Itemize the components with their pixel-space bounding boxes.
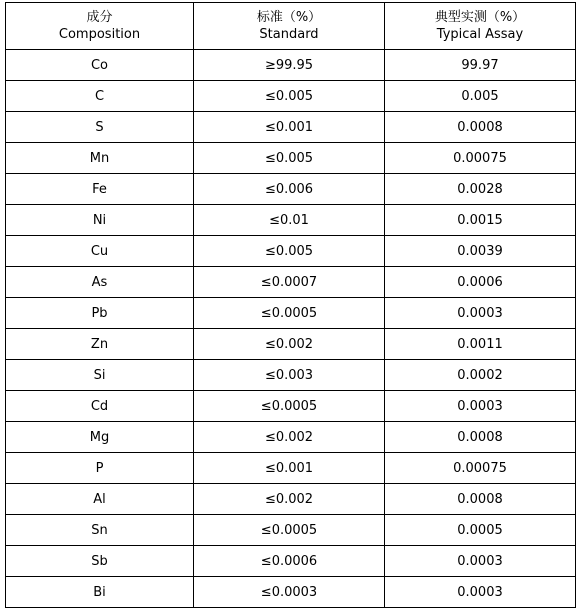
typical-assay-cell: 0.0028 bbox=[385, 174, 576, 205]
standard-cell: ≤0.005 bbox=[194, 143, 385, 174]
element-cell: P bbox=[6, 453, 194, 484]
header-typical-assay-cn: 典型实测（%） bbox=[434, 10, 526, 25]
standard-cell: ≤0.003 bbox=[194, 360, 385, 391]
table-row bbox=[6, 546, 576, 577]
element-cell: Al bbox=[6, 484, 194, 515]
element-cell: Mg bbox=[6, 422, 194, 453]
typical-assay-cell: 0.0039 bbox=[385, 236, 576, 267]
typical-assay-cell: 0.0011 bbox=[385, 329, 576, 360]
table-row bbox=[6, 143, 576, 174]
table-row bbox=[6, 484, 576, 515]
element-cell: As bbox=[6, 267, 194, 298]
table-row bbox=[6, 205, 576, 236]
typical-assay-cell: 0.0003 bbox=[385, 546, 576, 577]
standard-cell: ≤0.0005 bbox=[194, 515, 385, 546]
typical-assay-cell: 0.0015 bbox=[385, 205, 576, 236]
header-standard-en: Standard bbox=[259, 27, 319, 42]
header-composition bbox=[6, 3, 194, 50]
standard-cell: ≤0.0003 bbox=[194, 577, 385, 608]
element-cell: Fe bbox=[6, 174, 194, 205]
element-cell: Ni bbox=[6, 205, 194, 236]
typical-assay-cell: 99.97 bbox=[385, 50, 576, 81]
header-row bbox=[6, 3, 576, 50]
typical-assay-cell: 0.0008 bbox=[385, 422, 576, 453]
typical-assay-cell: 0.0008 bbox=[385, 484, 576, 515]
element-cell: Mn bbox=[6, 143, 194, 174]
typical-assay-cell: 0.0003 bbox=[385, 298, 576, 329]
element-cell: Si bbox=[6, 360, 194, 391]
table-row bbox=[6, 329, 576, 360]
element-cell: Cd bbox=[6, 391, 194, 422]
table-row bbox=[6, 422, 576, 453]
header-composition-cn: 成分 bbox=[86, 10, 113, 25]
standard-cell: ≤0.001 bbox=[194, 112, 385, 143]
table-row bbox=[6, 360, 576, 391]
header-standard bbox=[194, 3, 385, 50]
table-header bbox=[6, 3, 576, 50]
standard-cell: ≥99.95 bbox=[194, 50, 385, 81]
element-cell: Co bbox=[6, 50, 194, 81]
table-row bbox=[6, 391, 576, 422]
typical-assay-cell: 0.00075 bbox=[385, 453, 576, 484]
composition-table bbox=[5, 2, 576, 608]
element-cell: Cu bbox=[6, 236, 194, 267]
table-row bbox=[6, 577, 576, 608]
table-body bbox=[6, 50, 576, 608]
standard-cell: ≤0.0005 bbox=[194, 298, 385, 329]
standard-cell: ≤0.005 bbox=[194, 236, 385, 267]
header-typical-assay-en: Typical Assay bbox=[436, 27, 524, 42]
table-row bbox=[6, 174, 576, 205]
typical-assay-cell: 0.0003 bbox=[385, 391, 576, 422]
typical-assay-cell: 0.0003 bbox=[385, 577, 576, 608]
standard-cell: ≤0.0006 bbox=[194, 546, 385, 577]
header-typical-assay bbox=[385, 3, 576, 50]
standard-cell: ≤0.01 bbox=[194, 205, 385, 236]
header-composition-en: Composition bbox=[58, 27, 141, 42]
table-row bbox=[6, 298, 576, 329]
typical-assay-cell: 0.00075 bbox=[385, 143, 576, 174]
standard-cell: ≤0.005 bbox=[194, 81, 385, 112]
table-row bbox=[6, 453, 576, 484]
element-cell: Zn bbox=[6, 329, 194, 360]
header-standard-cn: 标准（%） bbox=[256, 10, 322, 25]
element-cell: S bbox=[6, 112, 194, 143]
typical-assay-cell: 0.0008 bbox=[385, 112, 576, 143]
standard-cell: ≤0.002 bbox=[194, 422, 385, 453]
typical-assay-cell: 0.0002 bbox=[385, 360, 576, 391]
standard-cell: ≤0.0005 bbox=[194, 391, 385, 422]
table-row bbox=[6, 112, 576, 143]
table-row bbox=[6, 515, 576, 546]
table-row bbox=[6, 50, 576, 81]
typical-assay-cell: 0.0006 bbox=[385, 267, 576, 298]
standard-cell: ≤0.001 bbox=[194, 453, 385, 484]
element-cell: Bi bbox=[6, 577, 194, 608]
element-cell: Pb bbox=[6, 298, 194, 329]
element-cell: Sb bbox=[6, 546, 194, 577]
standard-cell: ≤0.006 bbox=[194, 174, 385, 205]
element-cell: Sn bbox=[6, 515, 194, 546]
element-cell: C bbox=[6, 81, 194, 112]
standard-cell: ≤0.0007 bbox=[194, 267, 385, 298]
standard-cell: ≤0.002 bbox=[194, 484, 385, 515]
typical-assay-cell: 0.0005 bbox=[385, 515, 576, 546]
table-row bbox=[6, 267, 576, 298]
typical-assay-cell: 0.005 bbox=[385, 81, 576, 112]
standard-cell: ≤0.002 bbox=[194, 329, 385, 360]
table-row bbox=[6, 81, 576, 112]
table-row bbox=[6, 236, 576, 267]
